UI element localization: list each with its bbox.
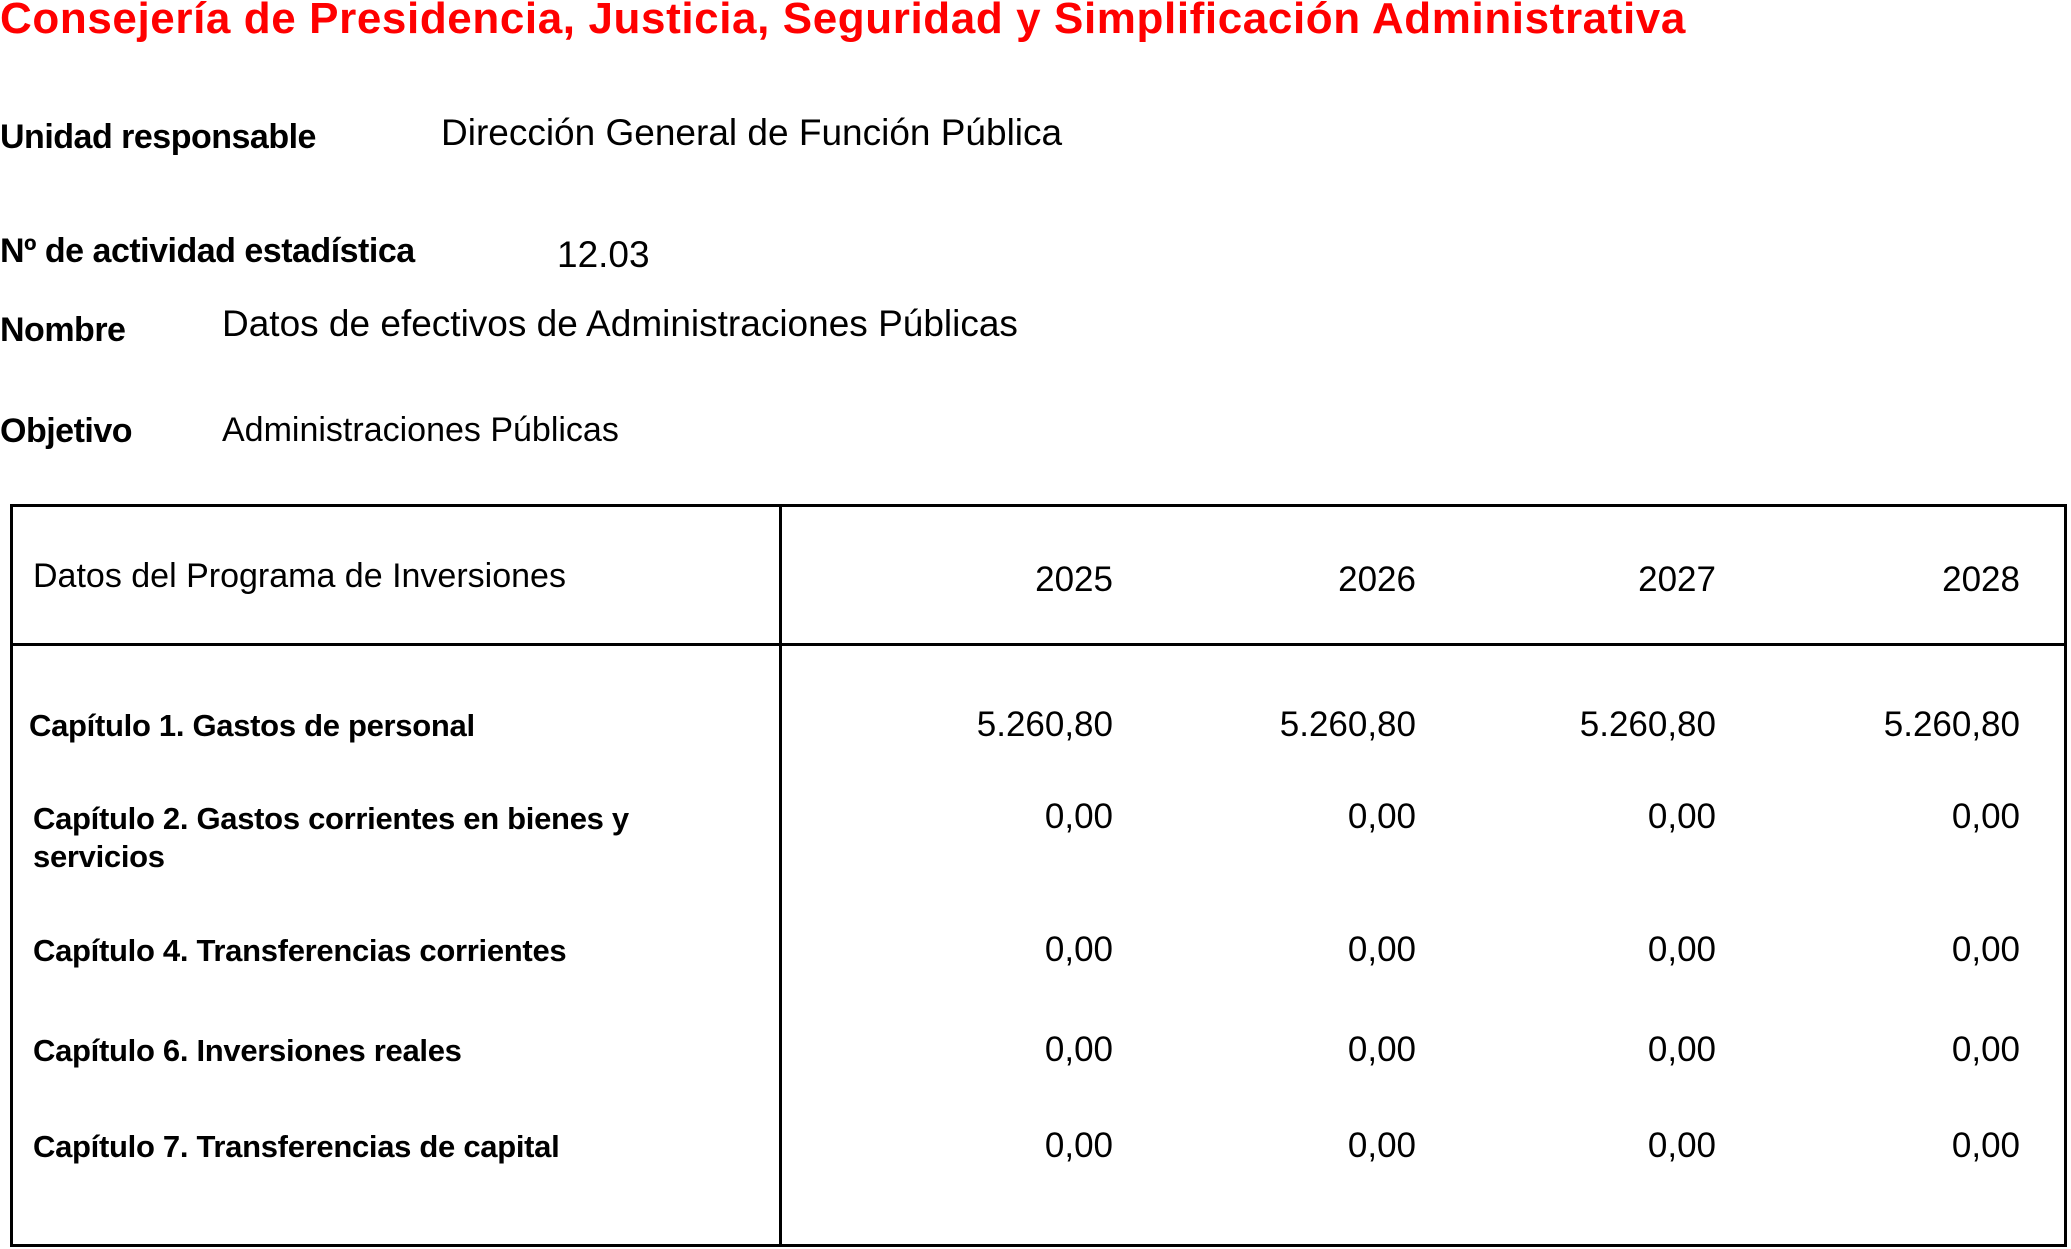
year-header-2028: 2028: [1942, 560, 2020, 599]
table-header-label: Datos del Programa de Inversiones: [33, 557, 566, 595]
page-title: Consejería de Presidencia, Justicia, Seguridad y Simplificación Administrativa: [0, 0, 1686, 43]
year-header-2025: 2025: [1035, 560, 1113, 599]
table-cell: 5.260,80: [1579, 705, 1716, 744]
objetivo-value: Administraciones Públicas: [222, 411, 619, 449]
table-cell: 0,00: [1647, 1126, 1716, 1165]
table-cell: 0,00: [1951, 797, 2020, 836]
unidad-responsable-value: Dirección General de Función Pública: [441, 112, 1063, 153]
table-column-divider: [779, 504, 782, 1247]
table-cell: 5.260,80: [976, 705, 1113, 744]
table-header-divider: [10, 643, 2067, 646]
actividad-estadistica-label: Nº de actividad estadística: [0, 232, 415, 270]
year-header-2027: 2027: [1638, 560, 1716, 599]
table-cell: 0,00: [1647, 797, 1716, 836]
table-cell: 0,00: [1347, 930, 1416, 969]
table-cell: 0,00: [1647, 1030, 1716, 1069]
table-row-label: Capítulo 7. Transferencias de capital: [33, 1129, 560, 1164]
table-cell: 0,00: [1347, 1030, 1416, 1069]
table-cell: 0,00: [1044, 930, 1113, 969]
table-cell: 0,00: [1951, 930, 2020, 969]
table-cell: 0,00: [1951, 1030, 2020, 1069]
table-cell: 0,00: [1044, 797, 1113, 836]
year-header-2026: 2026: [1338, 560, 1416, 599]
table-row-label: Capítulo 4. Transferencias corrientes: [33, 933, 567, 968]
actividad-estadistica-value: 12.03: [557, 234, 650, 275]
objetivo-label: Objetivo: [0, 412, 133, 450]
table-cell: 5.260,80: [1883, 705, 2020, 744]
table-row-label: Capítulo 1. Gastos de personal: [29, 708, 475, 743]
nombre-label: Nombre: [0, 311, 126, 349]
table-cell: 5.260,80: [1279, 705, 1416, 744]
table-row-label: Capítulo 2. Gastos corrientes en bienes y servicios: [33, 801, 629, 874]
table-cell: 0,00: [1951, 1126, 2020, 1165]
unidad-responsable-label: Unidad responsable: [0, 118, 316, 156]
table-cell: 0,00: [1647, 930, 1716, 969]
table-cell: 0,00: [1044, 1126, 1113, 1165]
nombre-value: Datos de efectivos de Administraciones Públicas: [222, 303, 1018, 344]
table-cell: 0,00: [1347, 797, 1416, 836]
table-cell: 0,00: [1347, 1126, 1416, 1165]
table-cell: 0,00: [1044, 1030, 1113, 1069]
table-row-label: Capítulo 6. Inversiones reales: [33, 1033, 462, 1068]
